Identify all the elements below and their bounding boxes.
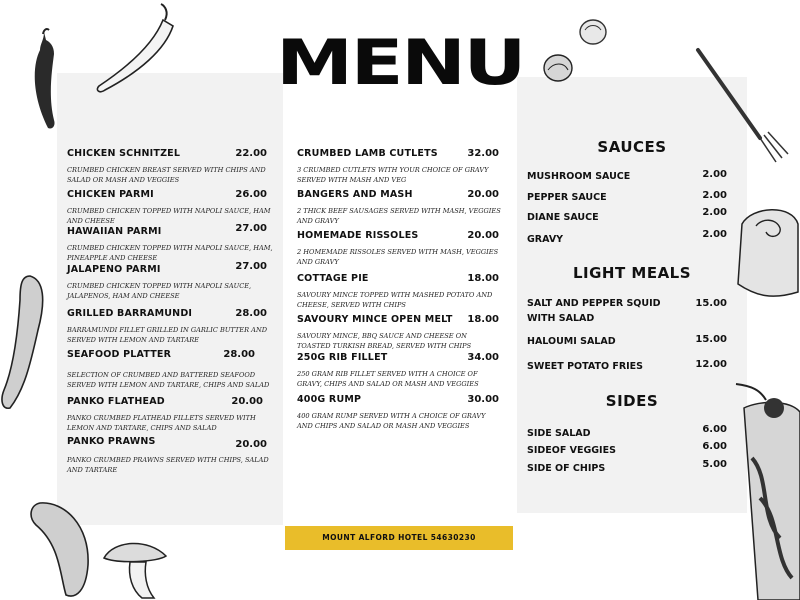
item-description: BARRAMUNDI FILLET GRILLED IN GARLIC BUTTER AND SERVED WITH LEMON AND TARTARE bbox=[67, 326, 267, 344]
item-description: PANKO CRUMBED PRAWNS SERVED WITH CHIPS, SALAD AND TARTARE bbox=[67, 456, 269, 474]
page-title: MENU bbox=[276, 26, 524, 99]
item-name: MUSHROOM SAUCE bbox=[527, 171, 631, 182]
onion-icon bbox=[575, 12, 611, 48]
list-item bbox=[297, 314, 501, 351]
list-item bbox=[527, 334, 727, 349]
item-description: SELECTION OF CRUMBED AND BATTERED SEAFOOD SERVED WITH LEMON AND TARTARE, CHIPS AND SALAD bbox=[67, 371, 270, 389]
item-name: PANKO FLATHEAD bbox=[67, 396, 165, 407]
list-item bbox=[67, 189, 273, 226]
list-item bbox=[527, 426, 727, 441]
sauces-heading: SAUCES bbox=[597, 138, 667, 156]
list-item bbox=[67, 308, 273, 345]
item-price: 6.00 bbox=[702, 441, 727, 452]
item-price: 18.00 bbox=[467, 273, 499, 284]
sausage-icon bbox=[0, 270, 50, 415]
item-price: 20.00 bbox=[467, 189, 499, 200]
list-item bbox=[297, 273, 501, 310]
item-name: HALOUMI SALAD bbox=[527, 336, 616, 347]
list-item bbox=[527, 359, 727, 374]
item-price: 20.00 bbox=[235, 439, 267, 450]
list-item bbox=[527, 461, 727, 476]
item-price: 15.00 bbox=[695, 334, 727, 345]
item-price: 12.00 bbox=[695, 359, 727, 370]
list-item bbox=[527, 190, 727, 205]
item-name: BANGERS AND MASH bbox=[297, 189, 413, 200]
item-price: 20.00 bbox=[467, 230, 499, 241]
list-item bbox=[297, 189, 501, 226]
item-price: 32.00 bbox=[467, 148, 499, 159]
item-price: 20.00 bbox=[231, 396, 263, 407]
item-description: 2 HOMEMADE RISSOLES SERVED WITH MASH, VEGGIES AND GRAVY bbox=[297, 248, 499, 266]
list-item bbox=[67, 148, 273, 185]
item-price: 15.00 bbox=[695, 298, 727, 309]
list-item bbox=[67, 436, 273, 475]
list-item bbox=[67, 396, 273, 433]
item-description: CRUMBED CHICKEN TOPPED WITH NAPOLI SAUCE, HAM AND CHEESE bbox=[67, 207, 271, 225]
item-price: 18.00 bbox=[467, 314, 499, 325]
item-description: 400 GRAM RUMP SERVED WITH A CHOICE OF GRAVY AND CHIPS AND SALAD OR MASH AND VEGGIES bbox=[297, 412, 486, 430]
item-price: 6.00 bbox=[702, 424, 727, 435]
list-item bbox=[67, 223, 273, 263]
list-item bbox=[527, 296, 727, 326]
list-item bbox=[527, 443, 727, 458]
item-description: PANKO CRUMBED FLATHEAD FILLETS SERVED WITH LEMON AND TARTARE, CHIPS AND SALAD bbox=[67, 414, 256, 432]
item-price: 5.00 bbox=[702, 459, 727, 470]
item-price: 2.00 bbox=[702, 207, 727, 218]
item-name: SWEET POTATO FRIES bbox=[527, 361, 644, 372]
item-price: 30.00 bbox=[467, 394, 499, 405]
item-price: 26.00 bbox=[235, 189, 267, 200]
item-name: SIDEOF VEGGIES bbox=[527, 445, 616, 456]
item-name: SEAFOOD PLATTER bbox=[67, 349, 172, 360]
sides-heading: SIDES bbox=[605, 392, 659, 410]
list-item bbox=[527, 169, 727, 184]
item-description: 2 THICK BEEF SAUSAGES SERVED WITH MASH, VEGGIES AND GRAVY bbox=[297, 207, 501, 225]
item-price: 2.00 bbox=[702, 190, 727, 201]
item-price: 34.00 bbox=[467, 352, 499, 363]
item-price: 27.00 bbox=[235, 223, 267, 234]
item-description: CRUMBED CHICKEN TOPPED WITH NAPOLI SAUCE, HAM, PINEAPPLE AND CHEESE bbox=[67, 244, 273, 262]
item-description: SAVOURY MINCE TOPPED WITH MASHED POTATO AND CHEESE, SERVED WITH CHIPS bbox=[297, 291, 493, 309]
item-name: JALAPENO PARMI bbox=[67, 264, 161, 275]
light-meals-heading: LIGHT MEALS bbox=[572, 264, 692, 282]
item-name: SAVOURY MINCE OPEN MELT bbox=[297, 314, 453, 325]
item-name: SIDE SALAD bbox=[527, 428, 591, 439]
item-price: 28.00 bbox=[235, 308, 267, 319]
list-item bbox=[527, 229, 727, 247]
item-name: 400G RUMP bbox=[297, 394, 362, 405]
item-price: 2.00 bbox=[702, 169, 727, 180]
item-name: PANKO PRAWNS bbox=[67, 436, 156, 447]
sausage-icon bbox=[20, 495, 100, 600]
hotel-footer-banner: MOUNT ALFORD HOTEL 54630230 bbox=[285, 526, 513, 550]
item-name: CRUMBED LAMB CUTLETS bbox=[297, 148, 438, 159]
item-name: SIDE OF CHIPS bbox=[527, 463, 606, 474]
list-item bbox=[527, 207, 727, 225]
item-description: 3 CRUMBED CUTLETS WITH YOUR CHOICE OF GRAVY SERVED WITH MASH AND VEG bbox=[297, 166, 489, 184]
item-name: SALT AND PEPPER SQUID WITH SALAD bbox=[527, 298, 661, 324]
item-name: DIANE SAUCE bbox=[527, 212, 599, 223]
item-name: HOMEMADE RISSOLES bbox=[297, 230, 419, 241]
item-description: CRUMBED CHICKEN BREAST SERVED WITH CHIPS AND SALAD OR MASH AND VEGGIES bbox=[67, 166, 266, 184]
item-name: GRAVY bbox=[527, 234, 564, 245]
item-name: GRILLED BARRAMUNDI bbox=[67, 308, 193, 319]
item-description: 250 GRAM RIB FILLET SERVED WITH A CHOICE OF GRAVY, CHIPS AND SALAD OR MASH AND VEGGIES bbox=[297, 370, 479, 388]
item-description: SAVOURY MINCE, BBQ SAUCE AND CHEESE ON TOASTED TURKISH BREAD, SERVED WITH CHIPS bbox=[297, 332, 472, 350]
item-name: PEPPER SAUCE bbox=[527, 192, 607, 203]
cinnamon-roll-icon bbox=[732, 204, 800, 308]
onion-icon bbox=[540, 50, 576, 86]
list-item bbox=[67, 349, 273, 390]
item-name: COTTAGE PIE bbox=[297, 273, 369, 284]
item-price: 2.00 bbox=[702, 229, 727, 240]
item-description: CRUMBED CHICKEN TOPPED WITH NAPOLI SAUCE, JALAPENOS, HAM AND CHEESE bbox=[67, 282, 252, 300]
list-item bbox=[67, 261, 273, 301]
list-item bbox=[297, 230, 501, 267]
item-price: 28.00 bbox=[223, 349, 255, 360]
chili-pepper-icon bbox=[85, 0, 180, 95]
chili-pepper-icon bbox=[14, 26, 74, 136]
item-name: CHICKEN PARMI bbox=[67, 189, 154, 200]
item-price: 22.00 bbox=[235, 148, 267, 159]
item-price: 27.00 bbox=[235, 261, 267, 272]
item-name: CHICKEN SCHNITZEL bbox=[67, 148, 181, 159]
mushroom-icon bbox=[98, 536, 173, 600]
list-item bbox=[297, 148, 501, 185]
list-item bbox=[297, 352, 501, 389]
item-name: HAWAIIAN PARMI bbox=[67, 226, 162, 237]
list-item bbox=[297, 394, 501, 431]
milkshake-icon bbox=[730, 378, 800, 600]
item-name: 250G RIB FILLET bbox=[297, 352, 388, 363]
